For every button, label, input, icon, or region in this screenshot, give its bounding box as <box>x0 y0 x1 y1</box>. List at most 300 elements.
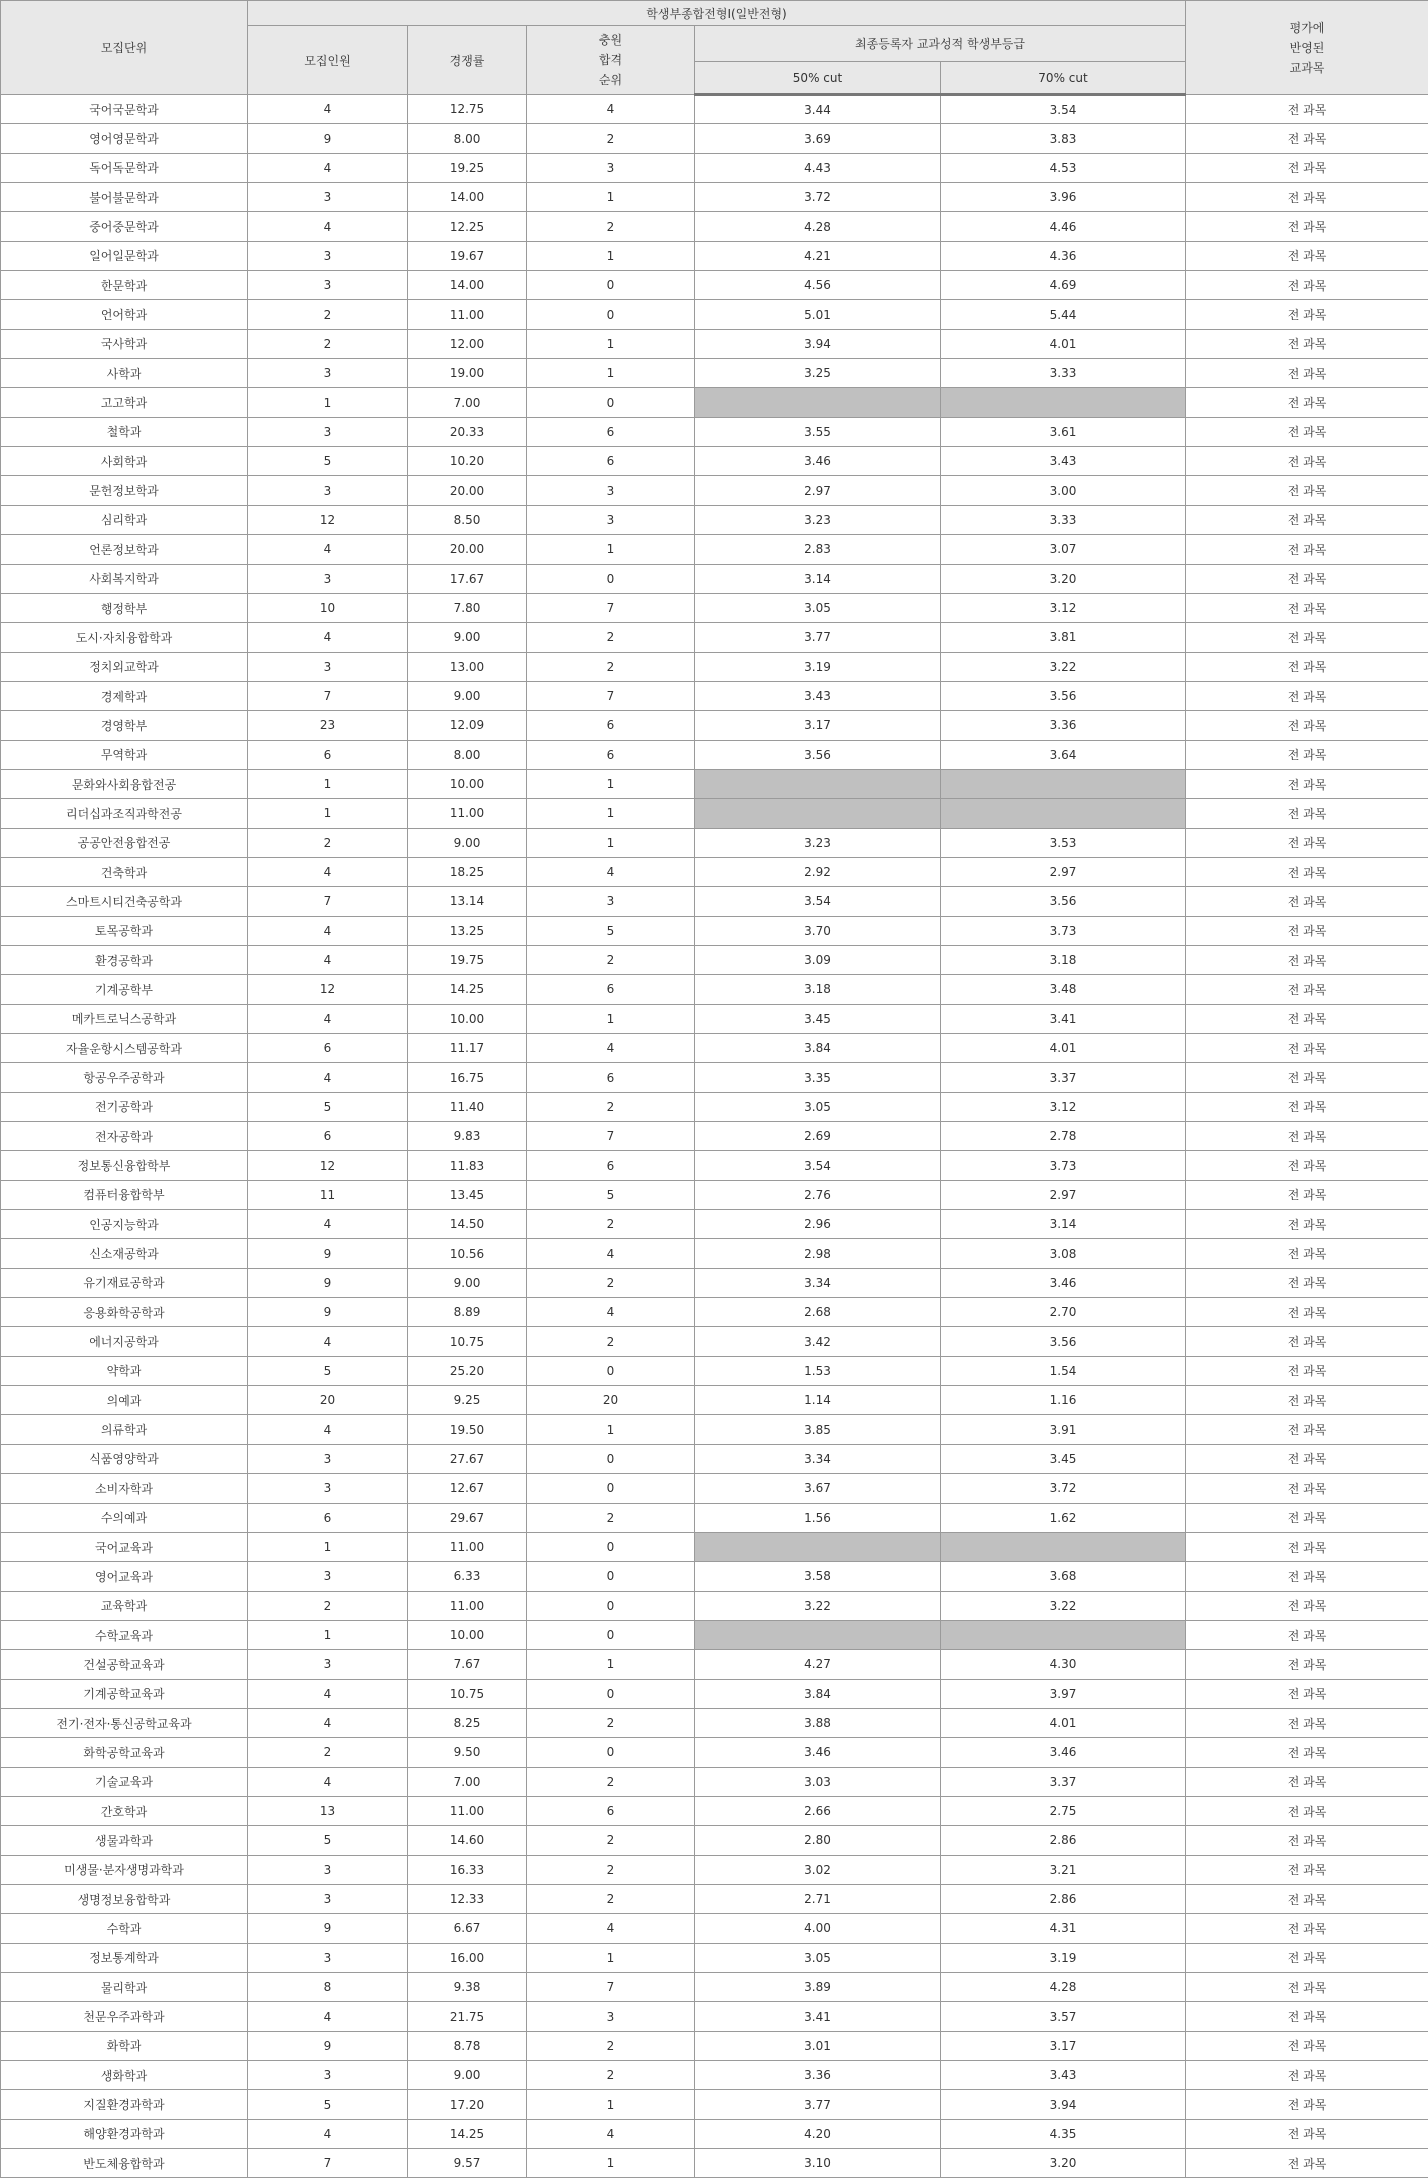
header-unit: 모집단위 <box>1 1 248 95</box>
quota-cell: 2 <box>248 329 408 358</box>
table-row <box>1 1474 1428 1503</box>
cut70-cell <box>941 388 1186 417</box>
table-row <box>1 652 1428 681</box>
competition-cell: 9.83 <box>408 1122 527 1151</box>
competition-cell: 17.67 <box>408 564 527 593</box>
cut70-cell: 3.56 <box>941 681 1186 710</box>
unit-cell: 문화와사회융합전공 <box>1 769 248 798</box>
cut70-cell: 3.20 <box>941 564 1186 593</box>
cut50-cell: 3.05 <box>695 593 941 622</box>
unit-cell: 무역학과 <box>1 740 248 769</box>
competition-cell: 13.14 <box>408 887 527 916</box>
subjects-cell: 전 과목 <box>1186 1239 1428 1268</box>
unit-cell: 토목공학과 <box>1 916 248 945</box>
cut70-cell: 3.36 <box>941 711 1186 740</box>
unit-cell: 사학과 <box>1 359 248 388</box>
subjects-cell: 전 과목 <box>1186 271 1428 300</box>
subjects-cell: 전 과목 <box>1186 2090 1428 2119</box>
competition-cell: 14.60 <box>408 1826 527 1855</box>
rank-cell: 3 <box>527 505 695 534</box>
subjects-cell: 전 과목 <box>1186 1826 1428 1855</box>
quota-cell: 5 <box>248 447 408 476</box>
unit-cell: 반도체융합학과 <box>1 2149 248 2178</box>
table-row <box>1 799 1428 828</box>
unit-cell: 건설공학교육과 <box>1 1650 248 1679</box>
table-row <box>1 887 1428 916</box>
table-row <box>1 329 1428 358</box>
cut50-cell: 4.56 <box>695 271 941 300</box>
cut50-cell: 2.69 <box>695 1122 941 1151</box>
rank-cell: 2 <box>527 1503 695 1532</box>
competition-cell: 19.50 <box>408 1415 527 1444</box>
subjects-cell: 전 과목 <box>1186 828 1428 857</box>
quota-cell: 5 <box>248 1826 408 1855</box>
quota-cell: 1 <box>248 388 408 417</box>
cut70-cell: 3.12 <box>941 1092 1186 1121</box>
subjects-cell: 전 과목 <box>1186 329 1428 358</box>
subjects-cell: 전 과목 <box>1186 1034 1428 1063</box>
cut50-cell: 3.19 <box>695 652 941 681</box>
competition-cell: 8.00 <box>408 740 527 769</box>
unit-cell: 철학과 <box>1 417 248 446</box>
subjects-cell: 전 과목 <box>1186 975 1428 1004</box>
cut50-cell: 3.54 <box>695 1151 941 1180</box>
competition-cell: 8.25 <box>408 1708 527 1737</box>
rank-cell: 6 <box>527 1151 695 1180</box>
cut70-cell: 3.53 <box>941 828 1186 857</box>
cut50-cell: 3.58 <box>695 1562 941 1591</box>
table-row <box>1 1239 1428 1268</box>
rank-cell: 5 <box>527 1180 695 1209</box>
cut50-cell <box>695 1620 941 1649</box>
competition-cell: 11.00 <box>408 1591 527 1620</box>
competition-cell: 10.00 <box>408 1004 527 1033</box>
cut50-cell: 3.46 <box>695 1738 941 1767</box>
unit-cell: 기계공학교육과 <box>1 1679 248 1708</box>
competition-cell: 9.00 <box>408 623 527 652</box>
cut50-cell: 3.84 <box>695 1679 941 1708</box>
quota-cell: 4 <box>248 1210 408 1239</box>
table-row <box>1 623 1428 652</box>
table-row <box>1 1826 1428 1855</box>
table-row <box>1 1092 1428 1121</box>
competition-cell: 12.67 <box>408 1474 527 1503</box>
quota-cell: 4 <box>248 945 408 974</box>
cut70-cell: 3.37 <box>941 1767 1186 1796</box>
quota-cell: 3 <box>248 1855 408 1884</box>
quota-cell: 4 <box>248 1767 408 1796</box>
table-row <box>1 1738 1428 1767</box>
unit-cell: 기술교육과 <box>1 1767 248 1796</box>
cut70-cell: 2.86 <box>941 1884 1186 1913</box>
rank-cell: 2 <box>527 1826 695 1855</box>
table-row <box>1 417 1428 446</box>
unit-cell: 독어독문학과 <box>1 153 248 182</box>
table-row <box>1 2119 1428 2148</box>
rank-cell: 4 <box>527 1239 695 1268</box>
table-row <box>1 1415 1428 1444</box>
cut70-cell: 2.97 <box>941 857 1186 886</box>
unit-cell: 식품영양학과 <box>1 1444 248 1473</box>
cut70-cell <box>941 799 1186 828</box>
competition-cell: 12.33 <box>408 1884 527 1913</box>
subjects-cell: 전 과목 <box>1186 1122 1428 1151</box>
cut70-cell: 3.20 <box>941 2149 1186 2178</box>
table-row <box>1 1679 1428 1708</box>
subjects-cell: 전 과목 <box>1186 2002 1428 2031</box>
quota-cell: 4 <box>248 535 408 564</box>
subjects-cell: 전 과목 <box>1186 1327 1428 1356</box>
quota-cell: 7 <box>248 887 408 916</box>
cut70-cell: 3.54 <box>941 95 1186 124</box>
header-cut70: 70% cut <box>941 62 1186 95</box>
table-row <box>1 945 1428 974</box>
quota-cell: 10 <box>248 593 408 622</box>
table-row <box>1 1298 1428 1327</box>
quota-cell: 3 <box>248 417 408 446</box>
table-row <box>1 2031 1428 2060</box>
rank-cell: 1 <box>527 2149 695 2178</box>
competition-cell: 9.38 <box>408 1973 527 2002</box>
quota-cell: 3 <box>248 183 408 212</box>
cut70-cell: 4.28 <box>941 1973 1186 2002</box>
quota-cell: 4 <box>248 857 408 886</box>
cut70-cell <box>941 769 1186 798</box>
subjects-cell: 전 과목 <box>1186 1532 1428 1561</box>
cut70-cell: 1.16 <box>941 1386 1186 1415</box>
quota-cell: 2 <box>248 300 408 329</box>
table-row <box>1 1503 1428 1532</box>
quota-cell: 3 <box>248 1884 408 1913</box>
cut50-cell: 2.66 <box>695 1796 941 1825</box>
quota-cell: 5 <box>248 1092 408 1121</box>
competition-cell: 19.00 <box>408 359 527 388</box>
rank-cell: 2 <box>527 623 695 652</box>
competition-cell: 11.00 <box>408 1796 527 1825</box>
unit-cell: 교육학과 <box>1 1591 248 1620</box>
rank-cell: 0 <box>527 1620 695 1649</box>
table-row <box>1 1973 1428 2002</box>
rank-cell: 7 <box>527 681 695 710</box>
unit-cell: 정치외교학과 <box>1 652 248 681</box>
rank-cell: 0 <box>527 1562 695 1591</box>
table-header <box>1 1 1428 95</box>
table-row <box>1 2090 1428 2119</box>
cut50-cell: 4.00 <box>695 1914 941 1943</box>
cut50-cell: 3.35 <box>695 1063 941 1092</box>
cut50-cell <box>695 388 941 417</box>
table-row <box>1 1884 1428 1913</box>
cut50-cell: 4.21 <box>695 241 941 270</box>
rank-cell: 0 <box>527 564 695 593</box>
rank-cell: 3 <box>527 153 695 182</box>
rank-cell: 4 <box>527 857 695 886</box>
subjects-cell: 전 과목 <box>1186 447 1428 476</box>
cut50-cell: 3.02 <box>695 1855 941 1884</box>
cut70-cell: 3.46 <box>941 1738 1186 1767</box>
competition-cell: 11.83 <box>408 1151 527 1180</box>
cut50-cell: 3.09 <box>695 945 941 974</box>
cut50-cell: 2.98 <box>695 1239 941 1268</box>
cut50-cell: 2.96 <box>695 1210 941 1239</box>
table-row <box>1 359 1428 388</box>
table-row <box>1 1327 1428 1356</box>
cut50-cell: 3.77 <box>695 623 941 652</box>
unit-cell: 메카트로닉스공학과 <box>1 1004 248 1033</box>
cut50-cell <box>695 769 941 798</box>
cut70-cell: 3.43 <box>941 2061 1186 2090</box>
cut70-cell: 1.54 <box>941 1356 1186 1385</box>
table-row <box>1 1122 1428 1151</box>
header-subjects <box>1186 1 1428 95</box>
rank-cell: 4 <box>527 1914 695 1943</box>
quota-cell: 4 <box>248 1063 408 1092</box>
unit-cell: 기계공학부 <box>1 975 248 1004</box>
table-row <box>1 2002 1428 2031</box>
table-row <box>1 447 1428 476</box>
subjects-cell: 전 과목 <box>1186 1503 1428 1532</box>
competition-cell: 18.25 <box>408 857 527 886</box>
cut70-cell: 4.01 <box>941 1034 1186 1063</box>
rank-cell: 0 <box>527 1474 695 1503</box>
unit-cell: 사회학과 <box>1 447 248 476</box>
quota-cell: 9 <box>248 2031 408 2060</box>
subjects-cell: 전 과목 <box>1186 359 1428 388</box>
subjects-cell: 전 과목 <box>1186 857 1428 886</box>
rank-cell: 2 <box>527 652 695 681</box>
unit-cell: 약학과 <box>1 1356 248 1385</box>
subjects-cell: 전 과목 <box>1186 1738 1428 1767</box>
cut70-cell: 3.21 <box>941 1855 1186 1884</box>
unit-cell: 물리학과 <box>1 1973 248 2002</box>
table-row <box>1 2149 1428 2178</box>
table-row <box>1 388 1428 417</box>
table-row <box>1 740 1428 769</box>
cut70-cell: 3.56 <box>941 1327 1186 1356</box>
cut70-cell: 3.96 <box>941 183 1186 212</box>
competition-cell: 12.09 <box>408 711 527 740</box>
rank-cell: 5 <box>527 916 695 945</box>
competition-cell: 11.40 <box>408 1092 527 1121</box>
cut50-cell: 3.46 <box>695 447 941 476</box>
quota-cell: 12 <box>248 505 408 534</box>
table-row <box>1 916 1428 945</box>
cut50-cell: 3.01 <box>695 2031 941 2060</box>
cut70-cell: 3.73 <box>941 916 1186 945</box>
cut70-cell: 3.00 <box>941 476 1186 505</box>
quota-cell: 4 <box>248 95 408 124</box>
subjects-cell: 전 과목 <box>1186 1092 1428 1121</box>
table-row <box>1 1063 1428 1092</box>
quota-cell: 4 <box>248 1708 408 1737</box>
unit-cell: 경제학과 <box>1 681 248 710</box>
table-row <box>1 1004 1428 1033</box>
unit-cell: 건축학과 <box>1 857 248 886</box>
cut50-cell: 3.67 <box>695 1474 941 1503</box>
competition-cell: 7.00 <box>408 388 527 417</box>
competition-cell: 19.75 <box>408 945 527 974</box>
table-row <box>1 505 1428 534</box>
table-row <box>1 1034 1428 1063</box>
rank-cell: 2 <box>527 1092 695 1121</box>
cut50-cell: 3.69 <box>695 124 941 153</box>
header-competition: 경쟁률 <box>408 26 527 95</box>
cut70-cell: 3.08 <box>941 1239 1186 1268</box>
cut50-cell: 3.23 <box>695 828 941 857</box>
unit-cell: 전기·전자·통신공학교육과 <box>1 1708 248 1737</box>
rank-cell: 2 <box>527 1327 695 1356</box>
competition-cell: 20.00 <box>408 535 527 564</box>
subjects-cell: 전 과목 <box>1186 300 1428 329</box>
cut50-cell: 3.34 <box>695 1268 941 1297</box>
unit-cell: 수학과 <box>1 1914 248 1943</box>
competition-cell: 10.75 <box>408 1679 527 1708</box>
unit-cell: 신소재공학과 <box>1 1239 248 1268</box>
subjects-cell: 전 과목 <box>1186 1415 1428 1444</box>
rank-cell: 0 <box>527 300 695 329</box>
table-row <box>1 857 1428 886</box>
rank-cell: 1 <box>527 799 695 828</box>
cut50-cell: 3.77 <box>695 2090 941 2119</box>
cut50-cell: 3.03 <box>695 1767 941 1796</box>
table-row <box>1 1591 1428 1620</box>
quota-cell: 23 <box>248 711 408 740</box>
competition-cell: 11.00 <box>408 799 527 828</box>
quota-cell: 2 <box>248 828 408 857</box>
subjects-cell: 전 과목 <box>1186 799 1428 828</box>
subjects-cell: 전 과목 <box>1186 1562 1428 1591</box>
subjects-cell: 전 과목 <box>1186 95 1428 124</box>
competition-cell: 10.00 <box>408 1620 527 1649</box>
quota-cell: 6 <box>248 1034 408 1063</box>
rank-cell: 2 <box>527 1268 695 1297</box>
rank-cell: 1 <box>527 535 695 564</box>
rank-cell: 2 <box>527 212 695 241</box>
cut70-cell: 3.97 <box>941 1679 1186 1708</box>
cut50-cell: 1.14 <box>695 1386 941 1415</box>
quota-cell: 9 <box>248 1298 408 1327</box>
subjects-cell: 전 과목 <box>1186 711 1428 740</box>
competition-cell: 16.75 <box>408 1063 527 1092</box>
cut50-cell: 3.18 <box>695 975 941 1004</box>
table-row <box>1 241 1428 270</box>
rank-cell: 0 <box>527 1444 695 1473</box>
competition-cell: 14.50 <box>408 1210 527 1239</box>
quota-cell: 4 <box>248 623 408 652</box>
cut50-cell: 1.53 <box>695 1356 941 1385</box>
competition-cell: 20.00 <box>408 476 527 505</box>
subjects-cell: 전 과목 <box>1186 1943 1428 1972</box>
unit-cell: 인공지능학과 <box>1 1210 248 1239</box>
cut50-cell: 3.05 <box>695 1092 941 1121</box>
subjects-cell: 전 과목 <box>1186 1708 1428 1737</box>
unit-cell: 응용화학공학과 <box>1 1298 248 1327</box>
subjects-cell: 전 과목 <box>1186 945 1428 974</box>
subjects-cell: 전 과목 <box>1186 1973 1428 2002</box>
unit-cell: 환경공학과 <box>1 945 248 974</box>
cut50-cell: 2.80 <box>695 1826 941 1855</box>
cut70-cell: 2.86 <box>941 1826 1186 1855</box>
unit-cell: 사회복지학과 <box>1 564 248 593</box>
cut50-cell: 3.44 <box>695 95 941 124</box>
unit-cell: 전자공학과 <box>1 1122 248 1151</box>
cut50-cell: 4.43 <box>695 153 941 182</box>
rank-cell: 0 <box>527 1591 695 1620</box>
cut50-cell: 3.22 <box>695 1591 941 1620</box>
quota-cell: 20 <box>248 1386 408 1415</box>
table-row <box>1 1268 1428 1297</box>
rank-cell: 0 <box>527 1738 695 1767</box>
quota-cell: 2 <box>248 1591 408 1620</box>
cut70-cell: 3.83 <box>941 124 1186 153</box>
subjects-cell: 전 과목 <box>1186 564 1428 593</box>
cut50-cell: 3.41 <box>695 2002 941 2031</box>
unit-cell: 국어교육과 <box>1 1532 248 1561</box>
table-row <box>1 1210 1428 1239</box>
competition-cell: 10.20 <box>408 447 527 476</box>
cut70-cell: 3.41 <box>941 1004 1186 1033</box>
competition-cell: 8.78 <box>408 2031 527 2060</box>
subjects-cell: 전 과목 <box>1186 652 1428 681</box>
quota-cell: 1 <box>248 1620 408 1649</box>
subjects-cell: 전 과목 <box>1186 1679 1428 1708</box>
unit-cell: 간호학과 <box>1 1796 248 1825</box>
quota-cell: 5 <box>248 1356 408 1385</box>
subjects-cell: 전 과목 <box>1186 1855 1428 1884</box>
table-row <box>1 535 1428 564</box>
rank-cell: 7 <box>527 1973 695 2002</box>
table-row <box>1 1767 1428 1796</box>
competition-cell: 6.33 <box>408 1562 527 1591</box>
unit-cell: 소비자학과 <box>1 1474 248 1503</box>
quota-cell: 3 <box>248 271 408 300</box>
cut50-cell: 3.34 <box>695 1444 941 1473</box>
subjects-cell: 전 과목 <box>1186 417 1428 446</box>
quota-cell: 7 <box>248 681 408 710</box>
cut50-cell: 3.42 <box>695 1327 941 1356</box>
rank-cell: 0 <box>527 1679 695 1708</box>
competition-cell: 29.67 <box>408 1503 527 1532</box>
quota-cell: 3 <box>248 476 408 505</box>
cut50-cell: 2.83 <box>695 535 941 564</box>
competition-cell: 7.80 <box>408 593 527 622</box>
table-row <box>1 1151 1428 1180</box>
cut50-cell: 3.85 <box>695 1415 941 1444</box>
table-row <box>1 476 1428 505</box>
cut50-cell: 2.76 <box>695 1180 941 1209</box>
unit-cell: 에너지공학과 <box>1 1327 248 1356</box>
cut70-cell: 4.31 <box>941 1914 1186 1943</box>
competition-cell: 7.67 <box>408 1650 527 1679</box>
header-cut50: 50% cut <box>695 62 941 95</box>
competition-cell: 17.20 <box>408 2090 527 2119</box>
rank-cell: 2 <box>527 2061 695 2090</box>
competition-cell: 25.20 <box>408 1356 527 1385</box>
competition-cell: 12.00 <box>408 329 527 358</box>
competition-cell: 8.50 <box>408 505 527 534</box>
unit-cell: 생명정보융합학과 <box>1 1884 248 1913</box>
header-subjects-line: 반영된 <box>1186 38 1428 58</box>
cut50-cell <box>695 799 941 828</box>
competition-cell: 9.00 <box>408 2061 527 2090</box>
unit-cell: 도시·자치융합학과 <box>1 623 248 652</box>
header-quota: 모집인원 <box>248 26 408 95</box>
table-body <box>1 95 1428 2178</box>
rank-cell: 7 <box>527 593 695 622</box>
rank-cell: 2 <box>527 124 695 153</box>
rank-cell: 1 <box>527 1650 695 1679</box>
cut70-cell: 5.44 <box>941 300 1186 329</box>
